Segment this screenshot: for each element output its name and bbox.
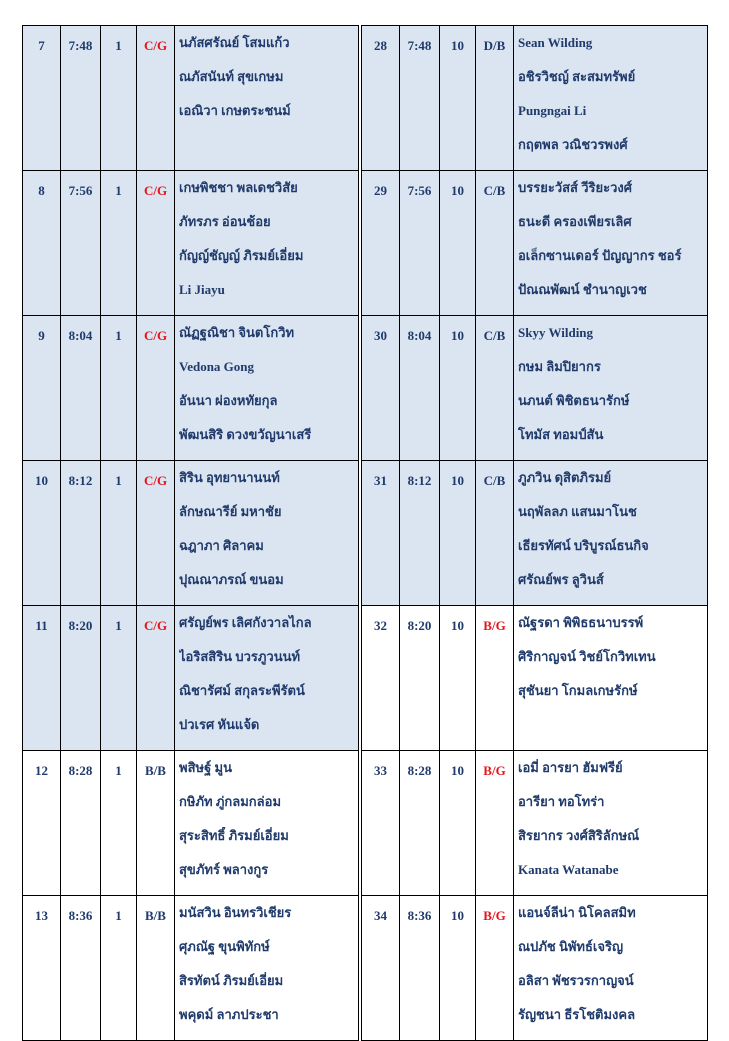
group-row <box>362 896 708 1041</box>
player-name: ธนะดี ครองเพียรเลิศ <box>518 214 632 229</box>
player-name: อารียา ทอโทร่า <box>518 794 605 809</box>
starting-tee: 10 <box>440 171 476 316</box>
player-name <box>518 716 707 750</box>
starting-tee: 1 <box>101 461 137 606</box>
starting-tee: 10 <box>440 751 476 896</box>
player-name: โทมัส ทอมป์สัน <box>518 427 604 442</box>
category: C/B <box>476 461 514 606</box>
player-name: Skyy Wilding <box>518 325 594 340</box>
player-name: สุขภัทร์ พลางกูร <box>179 862 269 877</box>
tee-time: 8:36 <box>400 896 440 1041</box>
group-row <box>23 751 359 896</box>
tee-time: 8:28 <box>61 751 101 896</box>
player-name: เอมี่ อารยา ฮัมฟรีย์ <box>518 760 623 775</box>
group-number: 9 <box>23 316 61 461</box>
player-name: อชิรวิชญ์ สะสมทรัพย์ <box>518 69 636 84</box>
player-name: Li Jiayu <box>179 282 225 297</box>
group-number: 28 <box>362 26 400 171</box>
player-name: ฉฎาภา ศิลาคม <box>179 538 264 553</box>
player-list <box>175 896 359 1041</box>
player-name: พคุดม์ ลาภประชา <box>179 1007 279 1022</box>
category: B/B <box>137 751 175 896</box>
group-number: 29 <box>362 171 400 316</box>
group-number: 8 <box>23 171 61 316</box>
starting-tee: 1 <box>101 896 137 1041</box>
starting-tee: 1 <box>101 171 137 316</box>
group-number: 13 <box>23 896 61 1041</box>
starting-tee: 10 <box>440 461 476 606</box>
category: C/B <box>476 316 514 461</box>
tee-time-table-right <box>361 25 708 1041</box>
group-number: 33 <box>362 751 400 896</box>
group-number: 34 <box>362 896 400 1041</box>
tee-time: 8:20 <box>61 606 101 751</box>
player-name: สิรยากร วงศ์สิริลักษณ์ <box>518 828 640 843</box>
tee-time: 8:28 <box>400 751 440 896</box>
player-name: ปวเรศ หันแจ้ด <box>179 717 260 732</box>
category: C/G <box>137 316 175 461</box>
starting-tee: 1 <box>101 751 137 896</box>
tee-time: 8:36 <box>61 896 101 1041</box>
player-name: กษิภัท ภู่กลมกล่อม <box>179 794 282 809</box>
group-row <box>362 461 708 606</box>
starting-tee: 10 <box>440 896 476 1041</box>
player-name: ปัณณพัฒน์ ชำนาญเวช <box>518 282 647 297</box>
player-name: มนัสวิน อินทรวิเชียร <box>179 905 292 920</box>
player-name: สุระสิทธิ์ ภิรมย์เอี่ยม <box>179 828 289 843</box>
tee-time: 8:12 <box>61 461 101 606</box>
group-number: 7 <box>23 26 61 171</box>
group-number: 10 <box>23 461 61 606</box>
player-name: ณปภัช นิพัทธ์เจริญ <box>518 939 624 954</box>
player-list <box>175 751 359 896</box>
group-number: 31 <box>362 461 400 606</box>
tee-time: 8:20 <box>400 606 440 751</box>
player-name: Kanata Watanabe <box>518 862 619 877</box>
player-name: ศรัญย์พร เลิศกังวาลไกล <box>179 615 312 630</box>
group-row <box>362 316 708 461</box>
tee-time: 7:48 <box>61 26 101 171</box>
group-number: 11 <box>23 606 61 751</box>
category: B/G <box>476 896 514 1041</box>
group-row <box>23 461 359 606</box>
player-name: แอนจ์ลีน่า นิโคลสมิท <box>518 905 636 920</box>
player-name: สุชันยา โกมลเกษรักษ์ <box>518 683 638 698</box>
group-row <box>23 26 359 171</box>
category: C/G <box>137 26 175 171</box>
group-row <box>362 171 708 316</box>
group-row <box>23 606 359 751</box>
player-name: อเล็กซานเดอร์ ปัญญากร ชอร์ <box>518 248 682 263</box>
player-name: เธียรทัศน์ บริบูรณ์ธนกิจ <box>518 538 649 553</box>
player-name: ณัฏฐณิชา จินตโกวิท <box>179 325 295 340</box>
category: D/B <box>476 26 514 171</box>
tee-time: 8:04 <box>61 316 101 461</box>
category: C/G <box>137 171 175 316</box>
player-name: ปุณณาภรณ์ ขนอม <box>179 572 284 587</box>
player-name: เกษพิชชา พลเดชวิสัย <box>179 180 298 195</box>
starting-tee: 1 <box>101 606 137 751</box>
player-name: พัฒนสิริ ดวงขวัญนาเสรี <box>179 427 312 442</box>
category: C/G <box>137 606 175 751</box>
player-list <box>514 896 708 1041</box>
tee-time-table-left <box>22 25 359 1041</box>
player-name: เอณิวา เกษตระชนม์ <box>179 103 291 118</box>
player-name: อันนา ผ่องหทัยกุล <box>179 393 278 408</box>
player-list <box>175 316 359 461</box>
starting-tee: 10 <box>440 26 476 171</box>
player-list <box>175 26 359 171</box>
player-name: กษม ลิมปิยากร <box>518 359 601 374</box>
player-list <box>514 606 708 751</box>
player-name: ภัทรภร อ่อนช้อย <box>179 214 271 229</box>
player-list <box>514 461 708 606</box>
player-name: ภูภวิน ดุสิตภิรมย์ <box>518 470 612 485</box>
player-name: นภนต์ พิชิตธนารักษ์ <box>518 393 630 408</box>
category: B/G <box>476 606 514 751</box>
player-list <box>514 26 708 171</box>
group-row <box>23 171 359 316</box>
player-name: ลักษณารีย์ มหาชัย <box>179 504 282 519</box>
category: C/B <box>476 171 514 316</box>
player-name: ศรัณย์พร ลูวินส์ <box>518 572 604 587</box>
tee-time: 7:56 <box>400 171 440 316</box>
player-name: พสิษฐ์ มูน <box>179 760 232 775</box>
category: B/G <box>476 751 514 896</box>
player-list <box>175 461 359 606</box>
player-name: กัญญ์ชัญญ์ ภิรมย์เอี่ยม <box>179 248 304 263</box>
player-name: ศุภณัฐ ขุนพิทักษ์ <box>179 939 270 954</box>
player-list <box>514 751 708 896</box>
player-name: Pungngai Li <box>518 103 587 118</box>
player-name: สิรทัตน์ ภิรมย์เอี่ยม <box>179 973 284 988</box>
starting-tee: 10 <box>440 606 476 751</box>
player-name: กฤตพล วณิชวรพงศ์ <box>518 137 628 152</box>
category: C/G <box>137 461 175 606</box>
player-name: Vedona Gong <box>179 359 255 374</box>
player-name <box>179 136 358 170</box>
tee-time: 7:48 <box>400 26 440 171</box>
player-name: Sean Wilding <box>518 35 593 50</box>
player-name: นฤพัลลภ แสนมาโนช <box>518 504 637 519</box>
player-name: ไอริสสิริน บวรภูวนนท์ <box>179 649 301 664</box>
group-row <box>362 606 708 751</box>
group-row <box>23 316 359 461</box>
starting-tee: 1 <box>101 316 137 461</box>
group-number: 30 <box>362 316 400 461</box>
tee-time: 7:56 <box>61 171 101 316</box>
player-list <box>175 171 359 316</box>
player-name: นภัสศรัณย์ โสมแก้ว <box>179 35 290 50</box>
player-name: อลิสา พัชรวรกาญจน์ <box>518 973 634 988</box>
player-name: สิริน อุทยานานนท์ <box>179 470 280 485</box>
player-name: บรรยะวัสส์ วีริยะวงศ์ <box>518 180 633 195</box>
player-name: ณัฐรดา พิพิธธนาบรรพ์ <box>518 615 644 630</box>
player-list <box>514 171 708 316</box>
tee-time: 8:04 <box>400 316 440 461</box>
group-row <box>23 896 359 1041</box>
starting-tee: 1 <box>101 26 137 171</box>
player-list <box>514 316 708 461</box>
starting-tee: 10 <box>440 316 476 461</box>
player-name: ณภัสนันท์ สุขเกษม <box>179 69 284 84</box>
player-name: ณิชารัศม์ สกุลระพีรัตน์ <box>179 683 305 698</box>
player-list <box>175 606 359 751</box>
group-number: 12 <box>23 751 61 896</box>
group-row <box>362 751 708 896</box>
player-name: ศิริกาญจน์ วิชย์โกวิทเทน <box>518 649 656 664</box>
player-name: รัญชนา ธีรโชติมงคล <box>518 1007 636 1022</box>
category: B/B <box>137 896 175 1041</box>
tee-time: 8:12 <box>400 461 440 606</box>
group-row <box>362 26 708 171</box>
group-number: 32 <box>362 606 400 751</box>
